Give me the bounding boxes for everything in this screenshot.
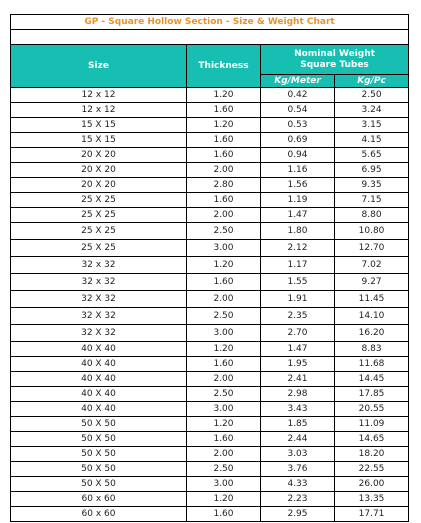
table-row: [11, 163, 409, 178]
cell-thickness: 1.60: [187, 432, 261, 447]
cell-size: 32 X 32: [11, 308, 187, 325]
table-row: [11, 447, 409, 462]
table-row: [11, 417, 409, 432]
cell-size: 20 X 20: [11, 163, 187, 178]
cell-size: 20 X 20: [11, 178, 187, 193]
blank-row: [11, 30, 409, 45]
cell-kg-meter: 1.19: [261, 193, 335, 208]
cell-thickness: 1.20: [187, 417, 261, 432]
cell-kg-pc: 14.65: [335, 432, 409, 447]
cell-kg-pc: 16.20: [335, 325, 409, 342]
cell-kg-meter: 1.47: [261, 208, 335, 223]
cell-thickness: 2.50: [187, 308, 261, 325]
cell-thickness: 1.60: [187, 274, 261, 291]
table-row: [11, 492, 409, 507]
cell-kg-meter: 1.55: [261, 274, 335, 291]
cell-kg-pc: 4.15: [335, 133, 409, 148]
header-kg-meter: Kg/Meter: [261, 75, 335, 88]
table-row: [11, 432, 409, 447]
cell-kg-pc: 12.70: [335, 240, 409, 257]
cell-size: 50 X 50: [11, 462, 187, 477]
cell-thickness: 1.60: [187, 133, 261, 148]
cell-thickness: 1.20: [187, 88, 261, 103]
table-row: [11, 477, 409, 492]
cell-kg-pc: 5.65: [335, 148, 409, 163]
table-row: [11, 88, 409, 103]
cell-size: 40 X 40: [11, 402, 187, 417]
cell-size: 50 X 50: [11, 417, 187, 432]
cell-size: 25 X 25: [11, 208, 187, 223]
cell-kg-pc: 3.24: [335, 103, 409, 118]
cell-kg-pc: 11.45: [335, 291, 409, 308]
cell-size: 32 x 32: [11, 257, 187, 274]
cell-size: 40 X 40: [11, 357, 187, 372]
size-weight-chart-table: [10, 14, 409, 522]
cell-kg-pc: 22.55: [335, 462, 409, 477]
cell-size: 60 x 60: [11, 492, 187, 507]
cell-kg-meter: 1.17: [261, 257, 335, 274]
cell-kg-meter: 1.85: [261, 417, 335, 432]
cell-kg-meter: 3.76: [261, 462, 335, 477]
cell-thickness: 2.00: [187, 447, 261, 462]
cell-kg-meter: 0.53: [261, 118, 335, 133]
cell-kg-meter: 2.70: [261, 325, 335, 342]
cell-thickness: 2.50: [187, 462, 261, 477]
cell-size: 32 X 32: [11, 291, 187, 308]
cell-thickness: 1.20: [187, 257, 261, 274]
cell-kg-meter: 4.33: [261, 477, 335, 492]
cell-thickness: 1.20: [187, 342, 261, 357]
cell-size: 40 X 40: [11, 372, 187, 387]
cell-kg-meter: 0.54: [261, 103, 335, 118]
table-row: [11, 133, 409, 148]
cell-thickness: 2.80: [187, 178, 261, 193]
cell-size: 20 X 20: [11, 148, 187, 163]
table-row: [11, 240, 409, 257]
cell-thickness: 3.00: [187, 402, 261, 417]
cell-size: 40 X 40: [11, 342, 187, 357]
cell-kg-pc: 2.50: [335, 88, 409, 103]
header-nominal-line2: Square Tubes: [300, 59, 369, 70]
cell-kg-pc: 10.80: [335, 223, 409, 240]
cell-kg-meter: 2.44: [261, 432, 335, 447]
cell-kg-pc: 17.85: [335, 387, 409, 402]
chart-title: GP - Square Hollow Section - Size & Weight Chart: [11, 15, 409, 30]
cell-kg-meter: 2.23: [261, 492, 335, 507]
cell-kg-pc: 7.15: [335, 193, 409, 208]
cell-kg-meter: 2.41: [261, 372, 335, 387]
cell-kg-pc: 3.15: [335, 118, 409, 133]
cell-kg-pc: 8.83: [335, 342, 409, 357]
cell-size: 12 x 12: [11, 88, 187, 103]
cell-kg-meter: 0.69: [261, 133, 335, 148]
table-row: [11, 208, 409, 223]
table-row: [11, 178, 409, 193]
cell-kg-pc: 6.95: [335, 163, 409, 178]
header-kg-pc: Kg/Pc: [335, 75, 409, 88]
cell-kg-meter: 1.80: [261, 223, 335, 240]
cell-kg-pc: 7.02: [335, 257, 409, 274]
cell-thickness: 3.00: [187, 477, 261, 492]
cell-size: 50 X 50: [11, 477, 187, 492]
cell-kg-meter: 1.56: [261, 178, 335, 193]
cell-kg-meter: 2.98: [261, 387, 335, 402]
cell-size: 15 X 15: [11, 133, 187, 148]
cell-size: 25 X 25: [11, 193, 187, 208]
table-row: [11, 257, 409, 274]
cell-kg-pc: 17.71: [335, 507, 409, 522]
cell-kg-meter: 1.95: [261, 357, 335, 372]
cell-thickness: 3.00: [187, 240, 261, 257]
table-row: [11, 402, 409, 417]
cell-kg-meter: 2.35: [261, 308, 335, 325]
table-row: [11, 118, 409, 133]
cell-kg-meter: 3.03: [261, 447, 335, 462]
header-nominal-weight: [261, 45, 409, 75]
cell-kg-meter: 0.42: [261, 88, 335, 103]
table-row: [11, 193, 409, 208]
table-row: [11, 103, 409, 118]
cell-kg-meter: 2.12: [261, 240, 335, 257]
cell-thickness: 1.60: [187, 103, 261, 118]
table-row: [11, 148, 409, 163]
cell-kg-meter: 1.91: [261, 291, 335, 308]
cell-size: 50 X 50: [11, 432, 187, 447]
cell-thickness: 1.60: [187, 148, 261, 163]
cell-size: 25 X 25: [11, 240, 187, 257]
table-row: [11, 462, 409, 477]
cell-size: 12 x 12: [11, 103, 187, 118]
cell-kg-pc: 9.35: [335, 178, 409, 193]
cell-kg-meter: 1.16: [261, 163, 335, 178]
cell-size: 25 X 25: [11, 223, 187, 240]
cell-kg-pc: 11.09: [335, 417, 409, 432]
header-nominal-line1: Nominal Weight: [294, 48, 375, 59]
table-row: [11, 291, 409, 308]
cell-thickness: 1.60: [187, 357, 261, 372]
cell-thickness: 1.20: [187, 118, 261, 133]
cell-thickness: 2.00: [187, 291, 261, 308]
cell-kg-pc: 11.68: [335, 357, 409, 372]
table-row: [11, 507, 409, 522]
cell-size: 32 X 32: [11, 325, 187, 342]
cell-thickness: 1.60: [187, 193, 261, 208]
cell-thickness: 2.50: [187, 223, 261, 240]
cell-thickness: 2.00: [187, 163, 261, 178]
table-row: [11, 387, 409, 402]
table-row: [11, 223, 409, 240]
cell-thickness: 1.60: [187, 507, 261, 522]
table-body: [11, 88, 409, 522]
cell-size: 50 X 50: [11, 447, 187, 462]
cell-kg-pc: 20.55: [335, 402, 409, 417]
cell-thickness: 2.00: [187, 208, 261, 223]
cell-kg-meter: 2.95: [261, 507, 335, 522]
cell-size: 15 X 15: [11, 118, 187, 133]
cell-thickness: 2.00: [187, 372, 261, 387]
table-row: [11, 342, 409, 357]
cell-kg-meter: 3.43: [261, 402, 335, 417]
cell-size: 32 x 32: [11, 274, 187, 291]
table-row: [11, 274, 409, 291]
cell-thickness: 3.00: [187, 325, 261, 342]
cell-kg-pc: 14.10: [335, 308, 409, 325]
cell-kg-pc: 13.35: [335, 492, 409, 507]
table-row: [11, 308, 409, 325]
cell-size: 40 X 40: [11, 387, 187, 402]
cell-kg-pc: 8.80: [335, 208, 409, 223]
cell-kg-meter: 1.47: [261, 342, 335, 357]
cell-thickness: 1.20: [187, 492, 261, 507]
cell-kg-pc: 18.20: [335, 447, 409, 462]
cell-kg-meter: 0.94: [261, 148, 335, 163]
table-row: [11, 357, 409, 372]
header-size: Size: [11, 45, 187, 88]
cell-kg-pc: 14.45: [335, 372, 409, 387]
cell-size: 60 x 60: [11, 507, 187, 522]
table-row: [11, 325, 409, 342]
cell-kg-pc: 26.00: [335, 477, 409, 492]
cell-thickness: 2.50: [187, 387, 261, 402]
cell-kg-pc: 9.27: [335, 274, 409, 291]
table-row: [11, 372, 409, 387]
header-thickness: Thickness: [187, 45, 261, 88]
